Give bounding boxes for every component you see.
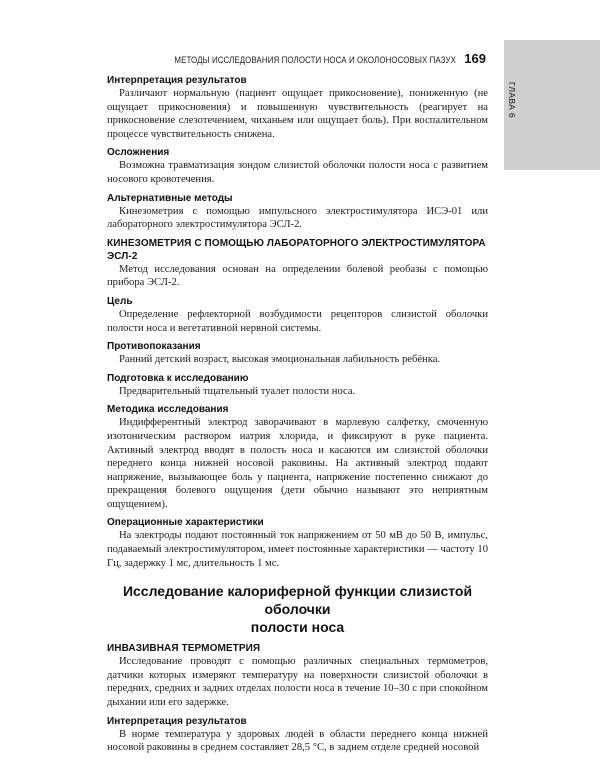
section-paragraph: Предварительный тщательный туалет полости носа. xyxy=(119,385,356,397)
chapter-tab-label xyxy=(497,60,527,140)
section-methodology xyxy=(107,403,488,511)
section-paragraph: В норме температура у здоровых людей в области переднего конца нижней носовой раковины в среднем составляет 28,5 °С, в заднем отделе средней носовой xyxy=(107,728,488,754)
page-number: 169 xyxy=(464,51,486,66)
section-operational-characteristics xyxy=(107,516,488,570)
section-heading: ИНВАЗИВНАЯ ТЕРМОМЕТРИЯ xyxy=(107,643,261,655)
section-contraindications xyxy=(107,340,488,367)
chapter-section-title-line2: полости носа xyxy=(250,619,345,636)
section-paragraph: Кинезометрия с помощью импульсного электростимулятора ИСЭ-01 или лабораторного электростимулятора ЭСЛ-2. xyxy=(107,205,488,231)
section-interpretation-2 xyxy=(107,715,488,755)
section-interpretation xyxy=(107,74,488,141)
section-paragraph: Ранний детский возраст, высокая эмоциональная лабильность ребёнка. xyxy=(119,354,441,366)
section-preparation xyxy=(107,372,488,399)
chapter-tab-text: ГЛАВА 6 xyxy=(507,81,518,119)
section-heading: Операционные характеристики xyxy=(107,517,264,529)
section-alternative-methods xyxy=(107,192,488,232)
section-heading: Интерпретация результатов xyxy=(107,715,247,727)
section-heading: Методика исследования xyxy=(107,404,229,416)
section-kinezometry xyxy=(107,237,488,290)
chapter-section-title xyxy=(107,582,488,636)
page-body xyxy=(107,74,488,760)
section-paragraph: На электроды подают постоянный ток напряжением от 50 мВ до 50 В, импульс, подаваемый электростимулятором, имеет постоянные характеристики — частоту 10 Гц, задержку 1 мс, длительность 1 мс. xyxy=(107,530,488,569)
chapter-section-title-line1: Исследование калориферной функции слизистой оболочки xyxy=(122,583,473,618)
section-goal xyxy=(107,295,488,335)
section-paragraph: Исследование проводят с помощью различных специальных термометров, датчики которых измеряют температуру на поверхности слизистой оболочки в передних, средних и задних отделах полости носа в течение 10–30 с при спокойном дыхании или его задержке. xyxy=(107,656,488,709)
section-complications xyxy=(107,146,488,186)
section-heading: КИНЕЗОМЕТРИЯ С ПОМОЩЬЮ ЛАБОРАТОРНОГО ЭЛЕКТРОСТИМУЛЯТОРА ЭСЛ-2 xyxy=(107,237,486,262)
section-paragraph: Определение рефлекторной возбудимости рецепторов слизистой оболочки полости носа и вегетативной нервной системы. xyxy=(107,308,488,334)
section-paragraph: Возможна травматизация зондом слизистой оболочки полости носа с развитием носового кровотечения. xyxy=(107,160,488,185)
section-heading: Противопоказания xyxy=(107,341,201,353)
section-heading: Осложнения xyxy=(107,147,170,159)
section-heading: Цель xyxy=(107,295,133,307)
section-heading: Подготовка к исследованию xyxy=(107,372,249,384)
section-invasive-thermometry xyxy=(107,642,488,709)
running-title: МЕТОДЫ ИССЛЕДОВАНИЯ ПОЛОСТИ НОСА И ОКОЛОНОСОВЫХ ПАЗУХ xyxy=(174,55,457,65)
section-paragraph: Различают нормальную (пациент ощущает прикосновение), пониженную (не ощущает прикосновения) и повышенную чувствительность (реагирует на прикосновение слезотечением, чиханьем или ощущает боль). При воспалительном процессе чувствительность снижена. xyxy=(107,88,488,140)
section-paragraph: Индифферентный электрод заворачивают в марлевую салфетку, смоченную изотоническим раствором натрия хлорида, и фиксируют в руке пациента. Активный электрод вводят в полость носа и касаются им слизистой оболочки переднего конца нижней носовой раковины. На активный электрод подают напряжение, вызывающее боль у пациента, напряжение постепенно снижают до прекращения болевого ощущения (дети обычно называют это неприятным ощущением). xyxy=(107,417,488,510)
section-heading: Интерпретация результатов xyxy=(107,75,247,86)
section-heading: Альтернативные методы xyxy=(107,192,233,204)
section-paragraph: Метод исследования основан на определении болевой реобазы с помощью прибора ЭСЛ-2. xyxy=(107,263,488,289)
page-header xyxy=(174,51,486,66)
